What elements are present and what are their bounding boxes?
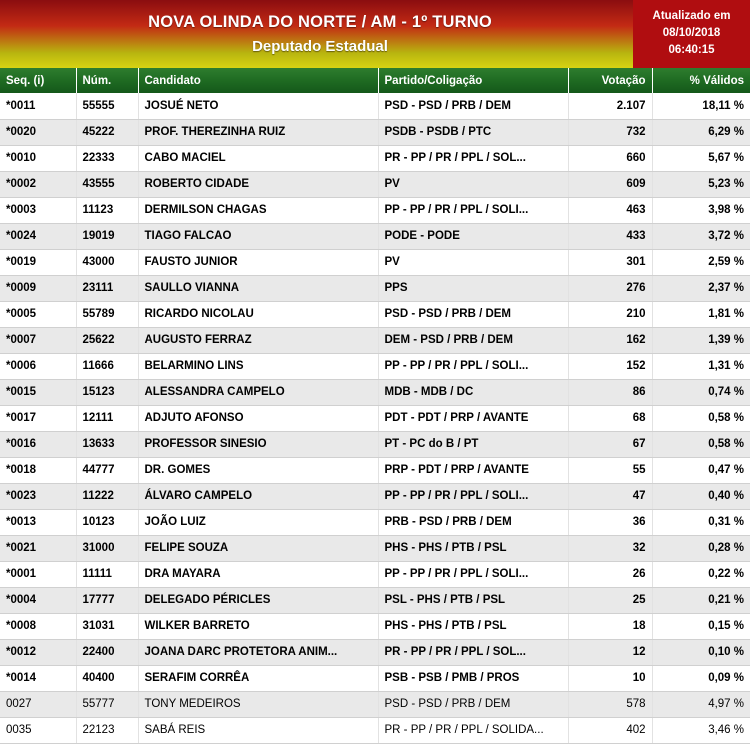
cell-candidate: RICARDO NICOLAU	[138, 301, 378, 327]
cell-votes: 10	[568, 665, 652, 691]
cell-num: 11222	[76, 483, 138, 509]
cell-votes: 67	[568, 431, 652, 457]
table-row[interactable]	[0, 301, 750, 327]
cell-party: PP - PP / PR / PPL / SOLI...	[378, 197, 568, 223]
column-header-party[interactable]: Partido/Coligação	[378, 68, 568, 93]
table-row[interactable]	[0, 613, 750, 639]
table-row[interactable]	[0, 483, 750, 509]
page-title: NOVA OLINDA DO NORTE / AM - 1º TURNO	[148, 12, 492, 31]
cell-seq: *0007	[0, 327, 76, 353]
table-row[interactable]	[0, 223, 750, 249]
cell-votes: 463	[568, 197, 652, 223]
cell-party: PT - PC do B / PT	[378, 431, 568, 457]
last-updated-box	[633, 0, 750, 68]
cell-votes: 32	[568, 535, 652, 561]
cell-percent: 0,40 %	[652, 483, 750, 509]
table-row[interactable]	[0, 327, 750, 353]
cell-party: PP - PP / PR / PPL / SOLI...	[378, 483, 568, 509]
table-row[interactable]	[0, 691, 750, 717]
cell-seq: *0015	[0, 379, 76, 405]
cell-percent: 0,74 %	[652, 379, 750, 405]
cell-percent: 6,29 %	[652, 119, 750, 145]
cell-candidate: ADJUTO AFONSO	[138, 405, 378, 431]
cell-party: MDB - MDB / DC	[378, 379, 568, 405]
cell-num: 19019	[76, 223, 138, 249]
cell-percent: 0,31 %	[652, 509, 750, 535]
cell-votes: 402	[568, 717, 652, 743]
cell-percent: 0,22 %	[652, 561, 750, 587]
cell-seq: *0021	[0, 535, 76, 561]
cell-votes: 25	[568, 587, 652, 613]
cell-seq: *0003	[0, 197, 76, 223]
cell-percent: 5,67 %	[652, 145, 750, 171]
cell-party: PSB - PSB / PMB / PROS	[378, 665, 568, 691]
cell-candidate: ROBERTO CIDADE	[138, 171, 378, 197]
cell-candidate: PROFESSOR SINESIO	[138, 431, 378, 457]
table-row[interactable]	[0, 93, 750, 119]
cell-percent: 0,15 %	[652, 613, 750, 639]
cell-num: 11666	[76, 353, 138, 379]
cell-votes: 162	[568, 327, 652, 353]
cell-candidate: ALESSANDRA CAMPELO	[138, 379, 378, 405]
cell-party: PSD - PSD / PRB / DEM	[378, 691, 568, 717]
table-row[interactable]	[0, 509, 750, 535]
cell-num: 40400	[76, 665, 138, 691]
results-table	[0, 68, 750, 744]
update-time: 06:40:15	[668, 44, 715, 56]
cell-votes: 2.107	[568, 93, 652, 119]
cell-seq: *0023	[0, 483, 76, 509]
cell-candidate: TIAGO FALCAO	[138, 223, 378, 249]
column-header-num[interactable]: Núm.	[76, 68, 138, 93]
cell-votes: 86	[568, 379, 652, 405]
cell-party: PR - PP / PR / PPL / SOLIDA...	[378, 717, 568, 743]
cell-percent: 0,28 %	[652, 535, 750, 561]
cell-percent: 0,21 %	[652, 587, 750, 613]
table-row[interactable]	[0, 275, 750, 301]
cell-party: PHS - PHS / PTB / PSL	[378, 613, 568, 639]
cell-seq: *0020	[0, 119, 76, 145]
cell-votes: 210	[568, 301, 652, 327]
cell-candidate: JOANA DARC PROTETORA ANIM...	[138, 639, 378, 665]
column-header-percent[interactable]: % Válidos	[652, 68, 750, 93]
cell-candidate: BELARMINO LINS	[138, 353, 378, 379]
table-row[interactable]	[0, 457, 750, 483]
cell-candidate: DR. GOMES	[138, 457, 378, 483]
cell-num: 45222	[76, 119, 138, 145]
cell-seq: 0027	[0, 691, 76, 717]
cell-num: 43000	[76, 249, 138, 275]
cell-votes: 301	[568, 249, 652, 275]
cell-seq: 0035	[0, 717, 76, 743]
cell-party: PSD - PSD / PRB / DEM	[378, 301, 568, 327]
column-header-seq[interactable]: Seq. (i)	[0, 68, 76, 93]
cell-candidate: FELIPE SOUZA	[138, 535, 378, 561]
cell-seq: *0011	[0, 93, 76, 119]
cell-votes: 578	[568, 691, 652, 717]
cell-percent: 0,47 %	[652, 457, 750, 483]
cell-seq: *0016	[0, 431, 76, 457]
cell-num: 25622	[76, 327, 138, 353]
cell-party: PPS	[378, 275, 568, 301]
cell-votes: 36	[568, 509, 652, 535]
cell-votes: 609	[568, 171, 652, 197]
cell-seq: *0001	[0, 561, 76, 587]
cell-seq: *0009	[0, 275, 76, 301]
table-row[interactable]	[0, 405, 750, 431]
table-row[interactable]	[0, 171, 750, 197]
cell-percent: 2,37 %	[652, 275, 750, 301]
cell-party: PRP - PDT / PRP / AVANTE	[378, 457, 568, 483]
cell-candidate: DELEGADO PÉRICLES	[138, 587, 378, 613]
cell-seq: *0006	[0, 353, 76, 379]
table-row[interactable]	[0, 561, 750, 587]
table-row[interactable]	[0, 665, 750, 691]
cell-candidate: AUGUSTO FERRAZ	[138, 327, 378, 353]
table-row[interactable]	[0, 197, 750, 223]
cell-seq: *0019	[0, 249, 76, 275]
cell-seq: *0004	[0, 587, 76, 613]
cell-candidate: JOSUÉ NETO	[138, 93, 378, 119]
cell-percent: 0,10 %	[652, 639, 750, 665]
cell-votes: 68	[568, 405, 652, 431]
cell-party: PSD - PSD / PRB / DEM	[378, 93, 568, 119]
cell-seq: *0012	[0, 639, 76, 665]
cell-percent: 5,23 %	[652, 171, 750, 197]
table-row[interactable]	[0, 535, 750, 561]
cell-seq: *0017	[0, 405, 76, 431]
cell-num: 22333	[76, 145, 138, 171]
cell-party: PV	[378, 171, 568, 197]
column-header-candidate[interactable]: Candidato	[138, 68, 378, 93]
table-row[interactable]	[0, 587, 750, 613]
cell-party: PR - PP / PR / PPL / SOL...	[378, 145, 568, 171]
cell-candidate: WILKER BARRETO	[138, 613, 378, 639]
cell-num: 43555	[76, 171, 138, 197]
cell-num: 31000	[76, 535, 138, 561]
cell-candidate: ÁLVARO CAMPELO	[138, 483, 378, 509]
page-subtitle: Deputado Estadual	[252, 37, 388, 55]
cell-candidate: CABO MACIEL	[138, 145, 378, 171]
table-row[interactable]	[0, 145, 750, 171]
cell-num: 31031	[76, 613, 138, 639]
cell-seq: *0010	[0, 145, 76, 171]
cell-num: 55777	[76, 691, 138, 717]
cell-candidate: FAUSTO JUNIOR	[138, 249, 378, 275]
cell-votes: 276	[568, 275, 652, 301]
cell-candidate: SAULLO VIANNA	[138, 275, 378, 301]
table-row[interactable]	[0, 379, 750, 405]
cell-percent: 2,59 %	[652, 249, 750, 275]
cell-seq: *0002	[0, 171, 76, 197]
cell-num: 55555	[76, 93, 138, 119]
cell-candidate: PROF. THEREZINHA RUIZ	[138, 119, 378, 145]
cell-votes: 12	[568, 639, 652, 665]
cell-num: 17777	[76, 587, 138, 613]
cell-percent: 3,46 %	[652, 717, 750, 743]
header-titles	[0, 12, 640, 57]
cell-votes: 732	[568, 119, 652, 145]
cell-percent: 1,39 %	[652, 327, 750, 353]
cell-seq: *0008	[0, 613, 76, 639]
cell-percent: 18,11 %	[652, 93, 750, 119]
cell-party: PSL - PHS / PTB / PSL	[378, 587, 568, 613]
update-label: Atualizado em	[652, 10, 731, 22]
cell-percent: 3,72 %	[652, 223, 750, 249]
cell-party: PP - PP / PR / PPL / SOLI...	[378, 561, 568, 587]
cell-party: PRB - PSD / PRB / DEM	[378, 509, 568, 535]
cell-num: 23111	[76, 275, 138, 301]
cell-candidate: SABÁ REIS	[138, 717, 378, 743]
cell-percent: 4,97 %	[652, 691, 750, 717]
cell-party: PV	[378, 249, 568, 275]
cell-num: 44777	[76, 457, 138, 483]
table-row[interactable]	[0, 717, 750, 743]
table-header-row	[0, 68, 750, 93]
cell-num: 11111	[76, 561, 138, 587]
cell-party: DEM - PSD / PRB / DEM	[378, 327, 568, 353]
cell-candidate: DERMILSON CHAGAS	[138, 197, 378, 223]
cell-num: 22400	[76, 639, 138, 665]
cell-votes: 433	[568, 223, 652, 249]
page-header	[0, 0, 750, 68]
table-row[interactable]	[0, 639, 750, 665]
cell-seq: *0018	[0, 457, 76, 483]
cell-num: 22123	[76, 717, 138, 743]
cell-party: PSDB - PSDB / PTC	[378, 119, 568, 145]
cell-percent: 0,09 %	[652, 665, 750, 691]
table-row[interactable]	[0, 249, 750, 275]
cell-party: PR - PP / PR / PPL / SOL...	[378, 639, 568, 665]
table-body	[0, 93, 750, 743]
cell-votes: 55	[568, 457, 652, 483]
cell-party: PP - PP / PR / PPL / SOLI...	[378, 353, 568, 379]
cell-num: 15123	[76, 379, 138, 405]
cell-seq: *0024	[0, 223, 76, 249]
cell-num: 10123	[76, 509, 138, 535]
cell-votes: 26	[568, 561, 652, 587]
cell-votes: 152	[568, 353, 652, 379]
cell-party: PDT - PDT / PRP / AVANTE	[378, 405, 568, 431]
cell-num: 55789	[76, 301, 138, 327]
cell-percent: 0,58 %	[652, 431, 750, 457]
cell-percent: 0,58 %	[652, 405, 750, 431]
cell-seq: *0013	[0, 509, 76, 535]
table-row[interactable]	[0, 431, 750, 457]
table-row[interactable]	[0, 353, 750, 379]
cell-party: PODE - PODE	[378, 223, 568, 249]
cell-num: 12111	[76, 405, 138, 431]
cell-votes: 18	[568, 613, 652, 639]
cell-votes: 47	[568, 483, 652, 509]
cell-candidate: JOÃO LUIZ	[138, 509, 378, 535]
cell-candidate: DRA MAYARA	[138, 561, 378, 587]
cell-candidate: TONY MEDEIROS	[138, 691, 378, 717]
column-header-votes[interactable]: Votação	[568, 68, 652, 93]
cell-num: 13633	[76, 431, 138, 457]
cell-percent: 3,98 %	[652, 197, 750, 223]
cell-candidate: SERAFIM CORRÊA	[138, 665, 378, 691]
cell-percent: 1,81 %	[652, 301, 750, 327]
cell-num: 11123	[76, 197, 138, 223]
cell-seq: *0014	[0, 665, 76, 691]
update-date: 08/10/2018	[662, 27, 721, 39]
table-row[interactable]	[0, 119, 750, 145]
cell-percent: 1,31 %	[652, 353, 750, 379]
cell-seq: *0005	[0, 301, 76, 327]
cell-votes: 660	[568, 145, 652, 171]
cell-party: PHS - PHS / PTB / PSL	[378, 535, 568, 561]
